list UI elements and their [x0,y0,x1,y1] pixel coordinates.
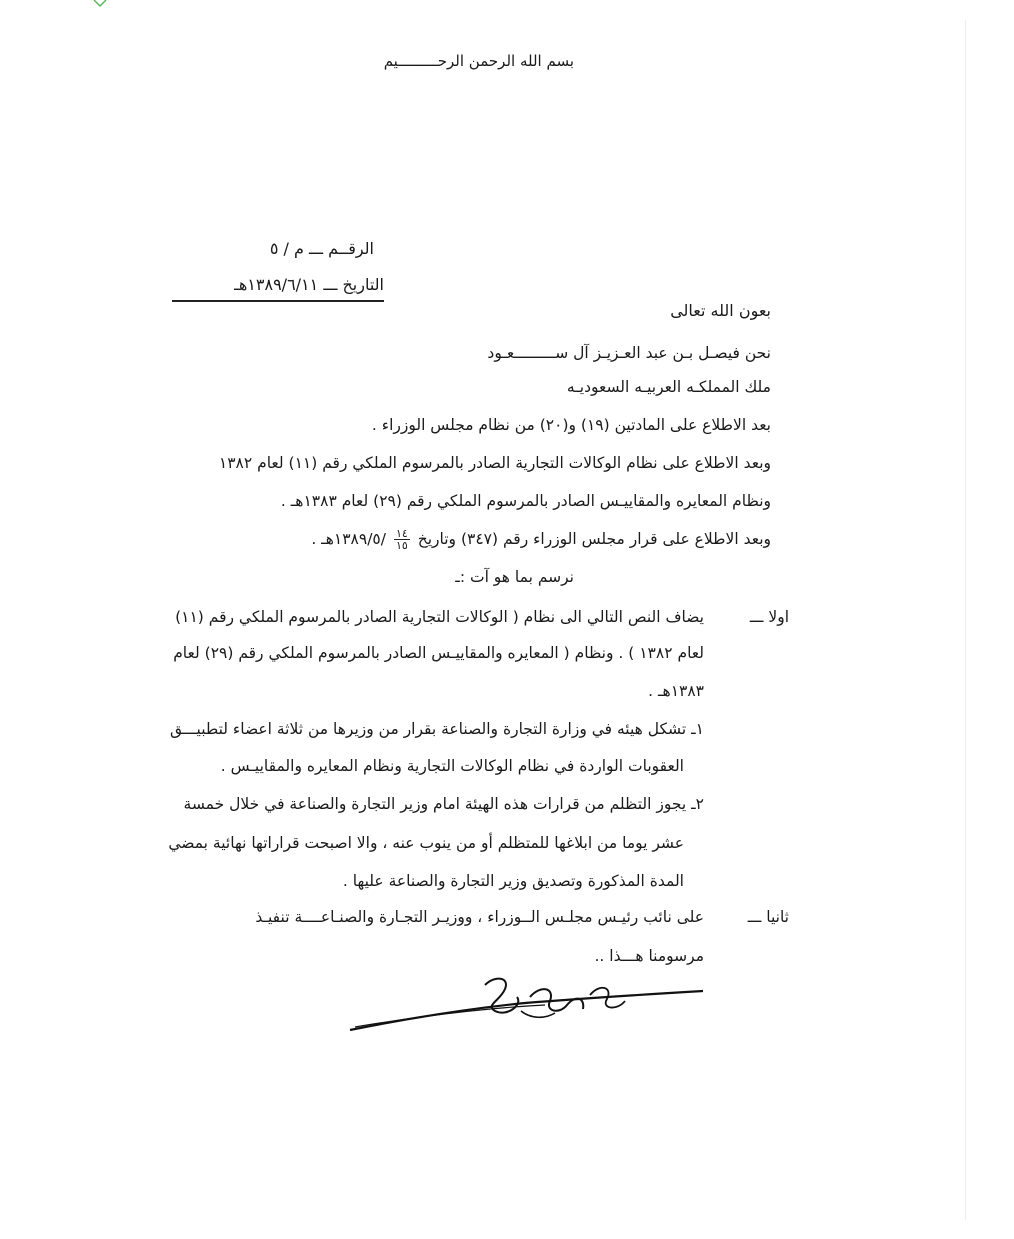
cabinet-reference-text: وبعد الاطلاع على قرار مجلس الوزراء رقم (٣٤٧) وتاريخ [417,530,771,548]
article-two-line: مرسومنا هـــذا .. [594,947,704,965]
king-title: ملك المملكـه العربيـه السعوديـه [566,378,771,396]
article-two-line: على نائب رئيـس مجلـس الــوزراء ، ووزيـر التجـارة والصنـاعــــة تنفيـذ [255,908,704,926]
clause-two-line: عشر يوما من ابلاغها للمتظلم أو من ينوب عنه ، والا اصبحت قراراتها نهائية بمضي [168,834,684,852]
clause-two-line: ٢ـ يجوز التظلم من قرارات هذه الهيئة امام وزير التجارة والصناعة في خلال خمسة [183,795,704,813]
date-fraction [394,528,410,551]
cabinet-reference-date: /١٣٨٩/٥هـ . [311,530,386,548]
article-one-label: اولا ـــ [749,608,789,626]
article-one-line: يضاف النص التالي الى نظام ( الوكالات التجارية الصادر بالمرسوم الملكي رقم (١١) [175,608,704,626]
preamble-line: بعد الاطلاع على المادتين (١٩) و(٢٠) من نظام مجلس الوزراء . [371,416,771,434]
article-two-label: ثانيا ـــ [747,908,789,926]
clause-one-line: العقوبات الواردة في نظام الوكالات التجارية ونظام المعايره والمقاييـس . [220,757,684,775]
article-one-line: لعام ١٣٨٢ ) . ونظام ( المعايره والمقاييـس الصادر بالمرسوم الملكي رقم (٢٩) لعام [173,644,704,662]
clause-one-line: ١ـ تشكل هيئه في وزارة التجارة والصناعة بقرار من وزيرها من ثلاثة اعضاء لتطبيـــق [169,720,704,738]
royal-signature [345,975,710,1045]
preamble-line: وبعد الاطلاع على نظام الوكالات التجارية الصادر بالمرسوم الملكي رقم (١١) لعام ١٣٨٢ [218,454,771,472]
page-edge-line [965,20,966,1220]
fraction-bottom: ١٥ [395,539,408,552]
preamble-line: ونظام المعايره والمقاييـس الصادر بالمرسوم الملكي رقم (٢٩) لعام ١٣٨٣هـ . [280,492,771,510]
date-underline [172,300,384,302]
corner-mark [92,0,108,8]
basmala: بسم الله الرحمن الرحـــــــــيم [383,52,574,70]
decree-phrase: نرسم بما هو آت :ـ [455,568,574,586]
cabinet-reference [311,528,771,551]
clause-two-line: المدة المذكورة وتصديق وزير التجارة والصناعة عليها . [342,872,684,890]
king-name: نحن فيصـل بـن عبد العـزيـز آل ســـــــــعـود [487,344,771,362]
opening-invocation: بعون الله تعالى [670,301,771,320]
reference-number: الرقــم ـــ م / ٥ [269,239,374,258]
reference-date: التاريخ ـــ ١٣٨٩/٦/١١هـ [234,275,384,294]
fraction-top: ١٤ [395,527,408,540]
article-one-line: ١٣٨٣هـ . [648,682,704,700]
